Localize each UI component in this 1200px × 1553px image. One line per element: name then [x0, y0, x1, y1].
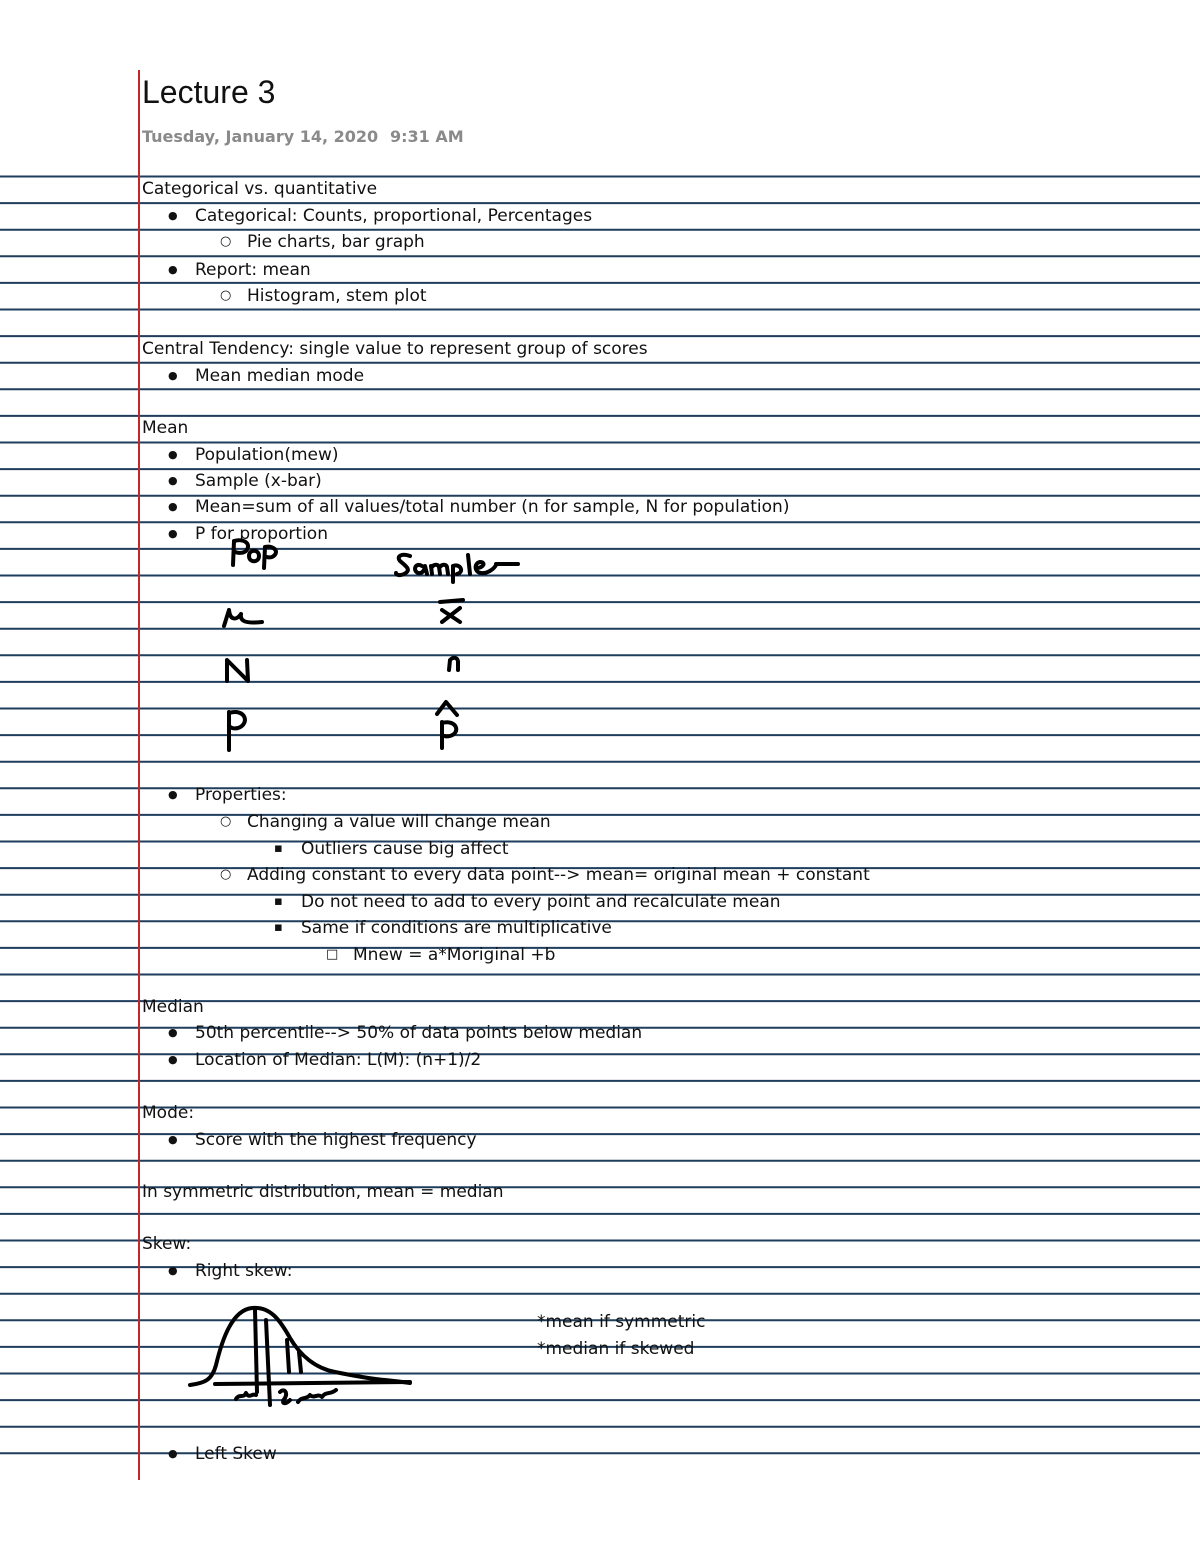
bullet-marker: ● — [168, 263, 178, 276]
note-heading: Mean — [142, 418, 189, 438]
note-item: Adding constant to every data point--> mean= original mean + constant — [247, 865, 870, 885]
note-item: Categorical: Counts, proportional, Percentages — [195, 206, 593, 226]
note-item: Right skew: — [195, 1261, 293, 1281]
bullet-marker: ● — [168, 209, 178, 222]
page-date: Tuesday, January 14, 2020 — [142, 127, 379, 146]
bullet-marker: ● — [168, 1133, 178, 1146]
note-heading: *median if skewed — [537, 1339, 695, 1359]
note-item: Same if conditions are multiplicative — [301, 918, 612, 938]
note-heading: Categorical vs. quantitative — [142, 179, 378, 199]
page-time: 9:31 AM — [390, 127, 464, 146]
note-item: Location of Median: L(M): (n+1)/2 — [195, 1050, 482, 1070]
margin-line — [138, 70, 140, 1480]
bullet-marker: ● — [168, 448, 178, 461]
note-item: 50th percentile--> 50% of data points below median — [195, 1023, 643, 1043]
bullet-marker: ▪ — [274, 841, 283, 856]
bullet-marker: □ — [326, 947, 339, 962]
note-item: Mnew = a*Moriginal +b — [353, 945, 556, 965]
note-item: Report: mean — [195, 260, 311, 280]
page-title: Lecture 3 — [142, 74, 276, 110]
bullet-marker: ● — [168, 500, 178, 513]
note-item: Outliers cause big affect — [301, 839, 509, 859]
bullet-marker: ● — [168, 1026, 178, 1039]
bullet-marker: ● — [168, 788, 178, 801]
bullet-marker: ○ — [220, 814, 232, 829]
note-heading: Skew: — [142, 1234, 192, 1254]
bullet-marker: ▪ — [274, 894, 283, 909]
note-item: Do not need to add to every point and recalculate mean — [301, 892, 781, 912]
bullet-marker: ○ — [220, 288, 232, 303]
bullet-marker: ● — [168, 474, 178, 487]
note-heading: *mean if symmetric — [537, 1312, 706, 1332]
note-heading: Central Tendency: single value to represent group of scores — [142, 339, 648, 359]
note-item: Properties: — [195, 785, 287, 805]
note-item: P for proportion — [195, 524, 328, 544]
bullet-marker: ● — [168, 369, 178, 382]
note-item: Sample (x-bar) — [195, 471, 322, 491]
note-item: Changing a value will change mean — [247, 812, 551, 832]
note-item: Left Skew — [195, 1444, 277, 1464]
note-item: Population(mew) — [195, 445, 339, 465]
note-item: Mean median mode — [195, 366, 365, 386]
note-item: Mean=sum of all values/total number (n for sample, N for population) — [195, 497, 790, 517]
bullet-marker: ● — [168, 1053, 178, 1066]
note-heading: In symmetric distribution, mean = median — [142, 1182, 504, 1202]
note-item: Score with the highest frequency — [195, 1130, 477, 1150]
note-heading: Mode: — [142, 1103, 195, 1123]
note-heading: Median — [142, 997, 204, 1017]
bullet-marker: ● — [168, 527, 178, 540]
bullet-marker: ○ — [220, 867, 232, 882]
bullet-marker: ○ — [220, 234, 232, 249]
note-item: Pie charts, bar graph — [247, 232, 425, 252]
note-item: Histogram, stem plot — [247, 286, 427, 306]
bullet-marker: ● — [168, 1264, 178, 1277]
bullet-marker: ● — [168, 1447, 178, 1460]
bullet-marker: ▪ — [274, 920, 283, 935]
